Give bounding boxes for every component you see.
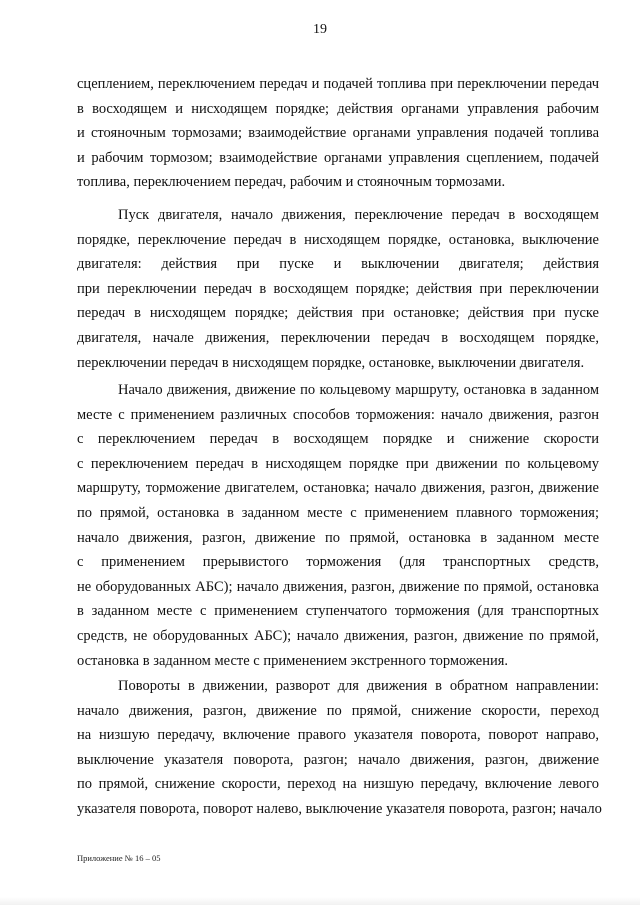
text-line: Пуск двигателя, начало движения, переключение передач в восходящем: [118, 207, 599, 223]
text-line: начало движения, разгон, движение по прямой, остановка в заданном месте: [77, 529, 599, 546]
text-line: передач в нисходящем порядке; действия при остановке; действия при пуске: [77, 305, 599, 322]
paragraph-1: [77, 72, 599, 195]
text-line: в восходящем и нисходящем порядке; действия органами управления рабочим: [77, 100, 599, 117]
text-line: указателя поворота, поворот налево, выключение указателя поворота, разгон; начало: [77, 800, 602, 817]
text-line: двигателя, начале движения, переключении передач в восходящем порядке,: [77, 329, 599, 346]
text-line: при переключении передач в восходящем порядке; действия при переключении: [77, 280, 599, 297]
paragraph-2: [77, 203, 599, 375]
text-line: средств, не оборудованных АБС); начало движения, разгон, движение по прямой,: [77, 627, 599, 644]
text-line: на низшую передачу, включение правого указателя поворота, поворот направо,: [77, 727, 599, 744]
text-line: остановка в заданном месте с применением экстренного торможения.: [77, 652, 509, 669]
scan-edge: [0, 897, 640, 905]
text-line: Повороты в движении, разворот для движения в обратном направлении:: [118, 678, 599, 694]
text-line: с переключением передач в нисходящем порядке при движении по кольцевому: [77, 455, 599, 472]
text-line: не оборудованных АБС); начало движения, разгон, движение по прямой, остановка: [77, 578, 599, 595]
text-line: с применением прерывистого торможения (для транспортных средств,: [77, 554, 599, 571]
text-line: Начало движения, движение по кольцевому маршруту, остановка в заданном: [118, 382, 599, 398]
paragraph-3: [77, 378, 599, 673]
text-line: по прямой, остановка в заданном месте с применением плавного торможения;: [77, 504, 599, 521]
text-line: топлива, переключением передач, рабочим и стояночным тормозами.: [77, 174, 506, 191]
text-line: и стояночным тормозами; взаимодействие органами управления подачей топлива: [77, 125, 599, 142]
text-line: двигателя: действия при пуске и выключении двигателя; действия: [77, 256, 599, 273]
text-line: и рабочим тормозом; взаимодействие органами управления сцеплением, подачей: [77, 149, 599, 166]
text-line: начало движения, разгон, движение по прямой, снижение скорости, переход: [77, 702, 599, 719]
text-line: в заданном месте с применением ступенчатого торможения (для транспортных: [77, 603, 599, 620]
text-line: выключение указателя поворота, разгон; начало движения, разгон, движение: [77, 751, 599, 768]
text-line: маршруту, торможение двигателем, остановка; начало движения, разгон, движение: [77, 480, 599, 497]
text-line: порядке, переключение передач в нисходящем порядке, остановка, выключение: [77, 231, 599, 248]
text-line: сцеплением, переключением передач и подачей топлива при переключении передач: [77, 76, 599, 92]
text-line: по прямой, снижение скорости, переход на низшую передачу, включение левого: [77, 776, 599, 793]
paragraph-4: [77, 674, 602, 822]
footer-note: Приложение № 16 – 05: [77, 853, 161, 863]
text-line: месте с применением различных способов торможения: начало движения, разгон: [77, 406, 599, 423]
text-line: переключении передач в нисходящем порядке, остановке, выключении двигателя.: [77, 354, 585, 371]
page-number: 19: [313, 22, 327, 37]
text-line: с переключением передач в восходящем порядке и снижение скорости: [77, 431, 599, 448]
